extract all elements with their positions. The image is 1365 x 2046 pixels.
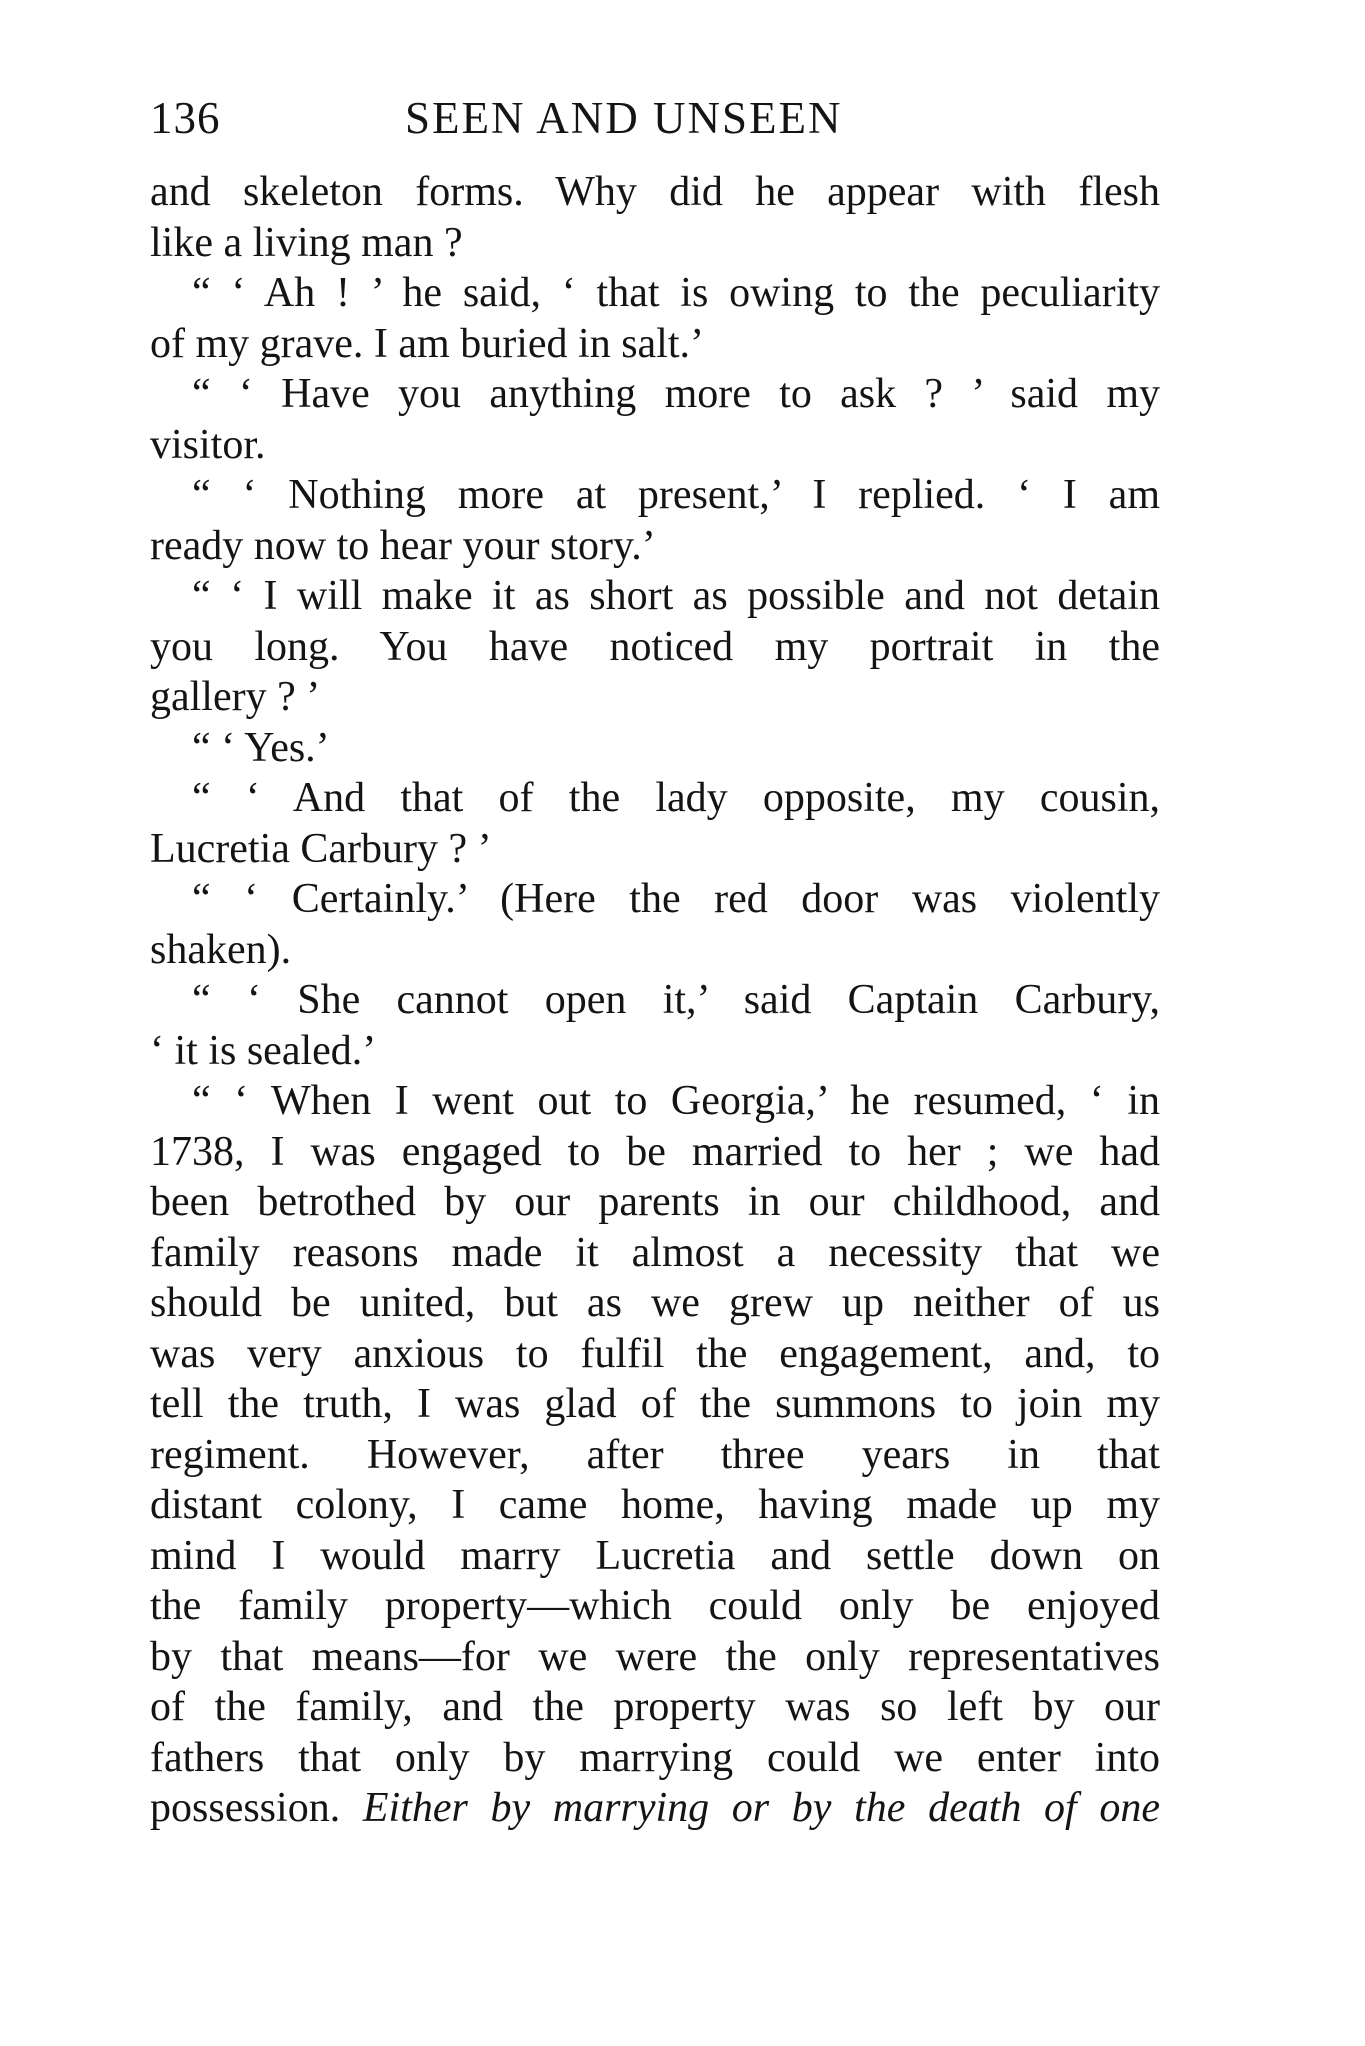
text-line: “ ‘ Ah ! ’ he said, ‘ that is owing to the peculiarity	[192, 270, 1160, 316]
text-line: ‘ it is sealed.’	[150, 1027, 377, 1074]
body-text	[150, 167, 1160, 1834]
text-line: Lucretia Carbury ? ’	[150, 825, 492, 872]
text-line: was very anxious to fulfil the engagement, and, to	[150, 1330, 1160, 1377]
text-line: you long. You have noticed my portrait in the	[150, 623, 1160, 670]
text-line: regiment. However, after three years in that	[150, 1431, 1160, 1478]
text-line: should be united, but as we grew up neither of us	[150, 1280, 1160, 1326]
text-line: “ ‘ I will make it as short as possible and not detain	[192, 573, 1160, 619]
text-line: like a living man ?	[150, 219, 463, 266]
text-line: “ ‘ And that of the lady opposite, my cousin,	[192, 775, 1160, 821]
text-line: and skeleton forms. Why did he appear with flesh	[150, 169, 1160, 215]
text-line: ready now to hear your story.’	[150, 522, 656, 569]
text-line: distant colony, I came home, having made up my	[150, 1482, 1160, 1528]
text-line: tell the truth, I was glad of the summons to join my	[150, 1381, 1160, 1427]
final-text-line	[150, 1783, 1160, 1834]
text-line: the family property—which could only be enjoyed	[150, 1583, 1160, 1629]
text-line: shaken).	[150, 926, 292, 973]
text-line: mind I would marry Lucretia and settle down on	[150, 1532, 1160, 1579]
text-line: “ ‘ She cannot open it,’ said Captain Carbury,	[192, 977, 1160, 1023]
text-line: 1738, I was engaged to be married to her ; we had	[150, 1128, 1160, 1175]
text-line: gallery ? ’	[150, 674, 321, 720]
text-line: family reasons made it almost a necessity that we	[150, 1229, 1160, 1276]
text-line: been betrothed by our parents in our childhood, and	[150, 1179, 1160, 1225]
text-line: “ ‘ Have you anything more to ask ? ’ said my	[192, 371, 1160, 417]
final-line-italic: Either by marrying or by the death of one	[362, 1785, 1161, 1831]
text-line: “ ‘ Yes.’	[192, 724, 330, 771]
text-line: fathers that only by marrying could we enter into	[150, 1734, 1160, 1781]
page-header	[150, 88, 1160, 148]
running-title: SEEN AND UNSEEN	[405, 93, 843, 143]
text-line: “ ‘ Nothing more at present,’ I replied. ‘ I am	[192, 472, 1160, 518]
page-number: 136	[150, 93, 221, 143]
text-line: of the family, and the property was so left by our	[150, 1684, 1160, 1730]
text-line: “ ‘ Certainly.’ (Here the red door was violently	[192, 876, 1160, 922]
text-line: visitor.	[150, 421, 266, 468]
text-line: “ ‘ When I went out to Georgia,’ he resumed, ‘ in	[192, 1078, 1160, 1124]
final-line-roman: possession.	[150, 1785, 341, 1831]
text-line: of my grave. I am buried in salt.’	[150, 320, 704, 367]
text-line: by that means—for we were the only representatives	[150, 1633, 1160, 1680]
